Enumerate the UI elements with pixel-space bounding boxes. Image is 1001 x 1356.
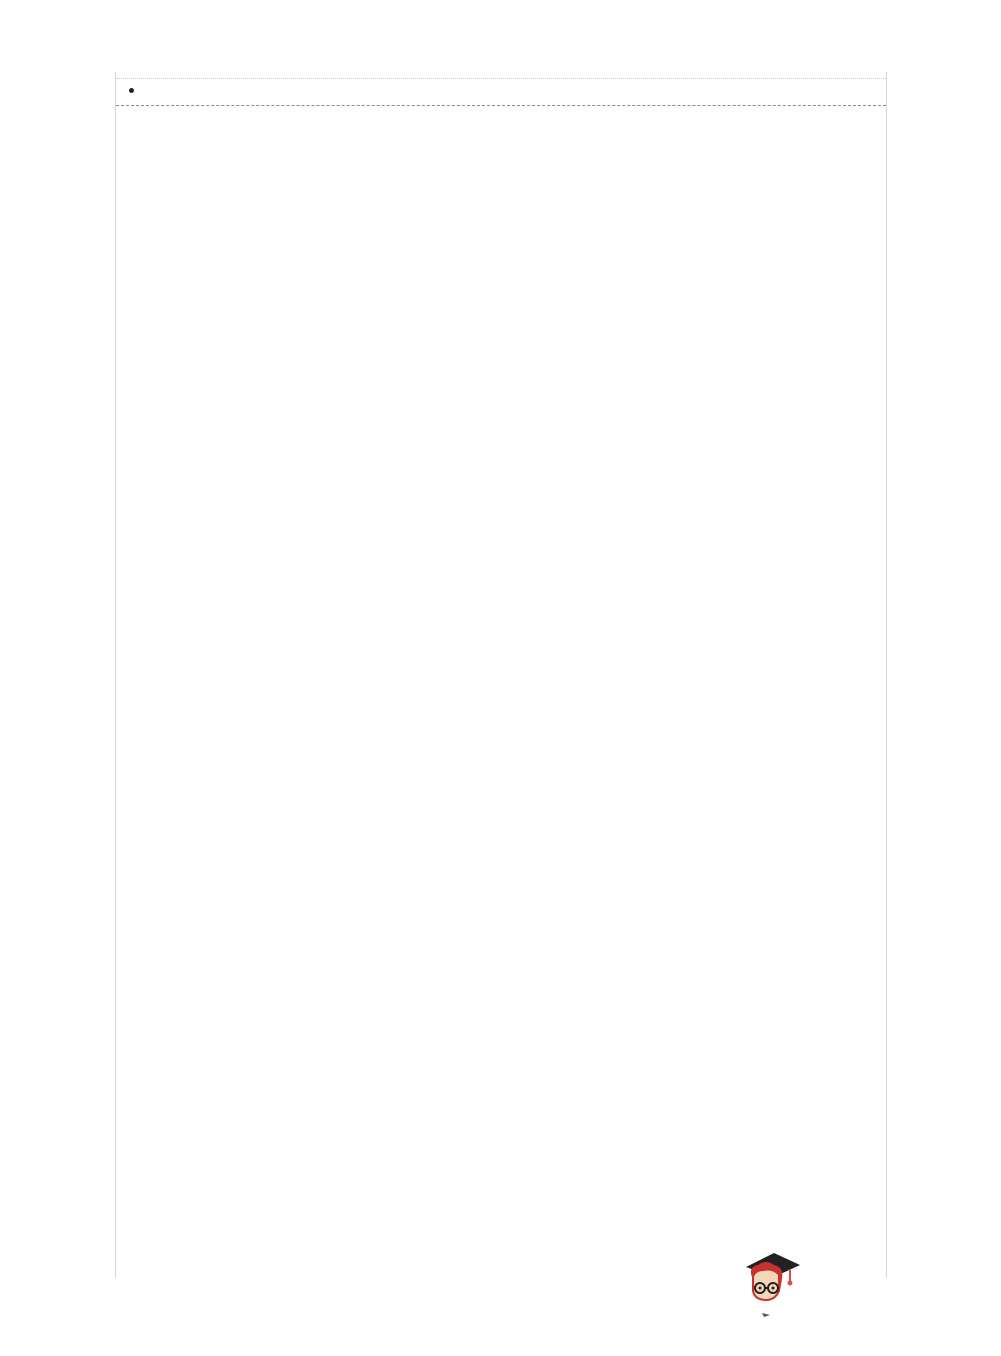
bullet-icon — [129, 88, 134, 93]
question-paper-page — [115, 72, 887, 1278]
mascot-icon — [740, 1247, 802, 1317]
correct-answer-section — [116, 78, 886, 105]
previous-question-continuation — [116, 72, 886, 105]
correct-answer-item — [128, 88, 874, 93]
question-block — [116, 105, 886, 125]
collegedunia-logo — [740, 1247, 975, 1317]
